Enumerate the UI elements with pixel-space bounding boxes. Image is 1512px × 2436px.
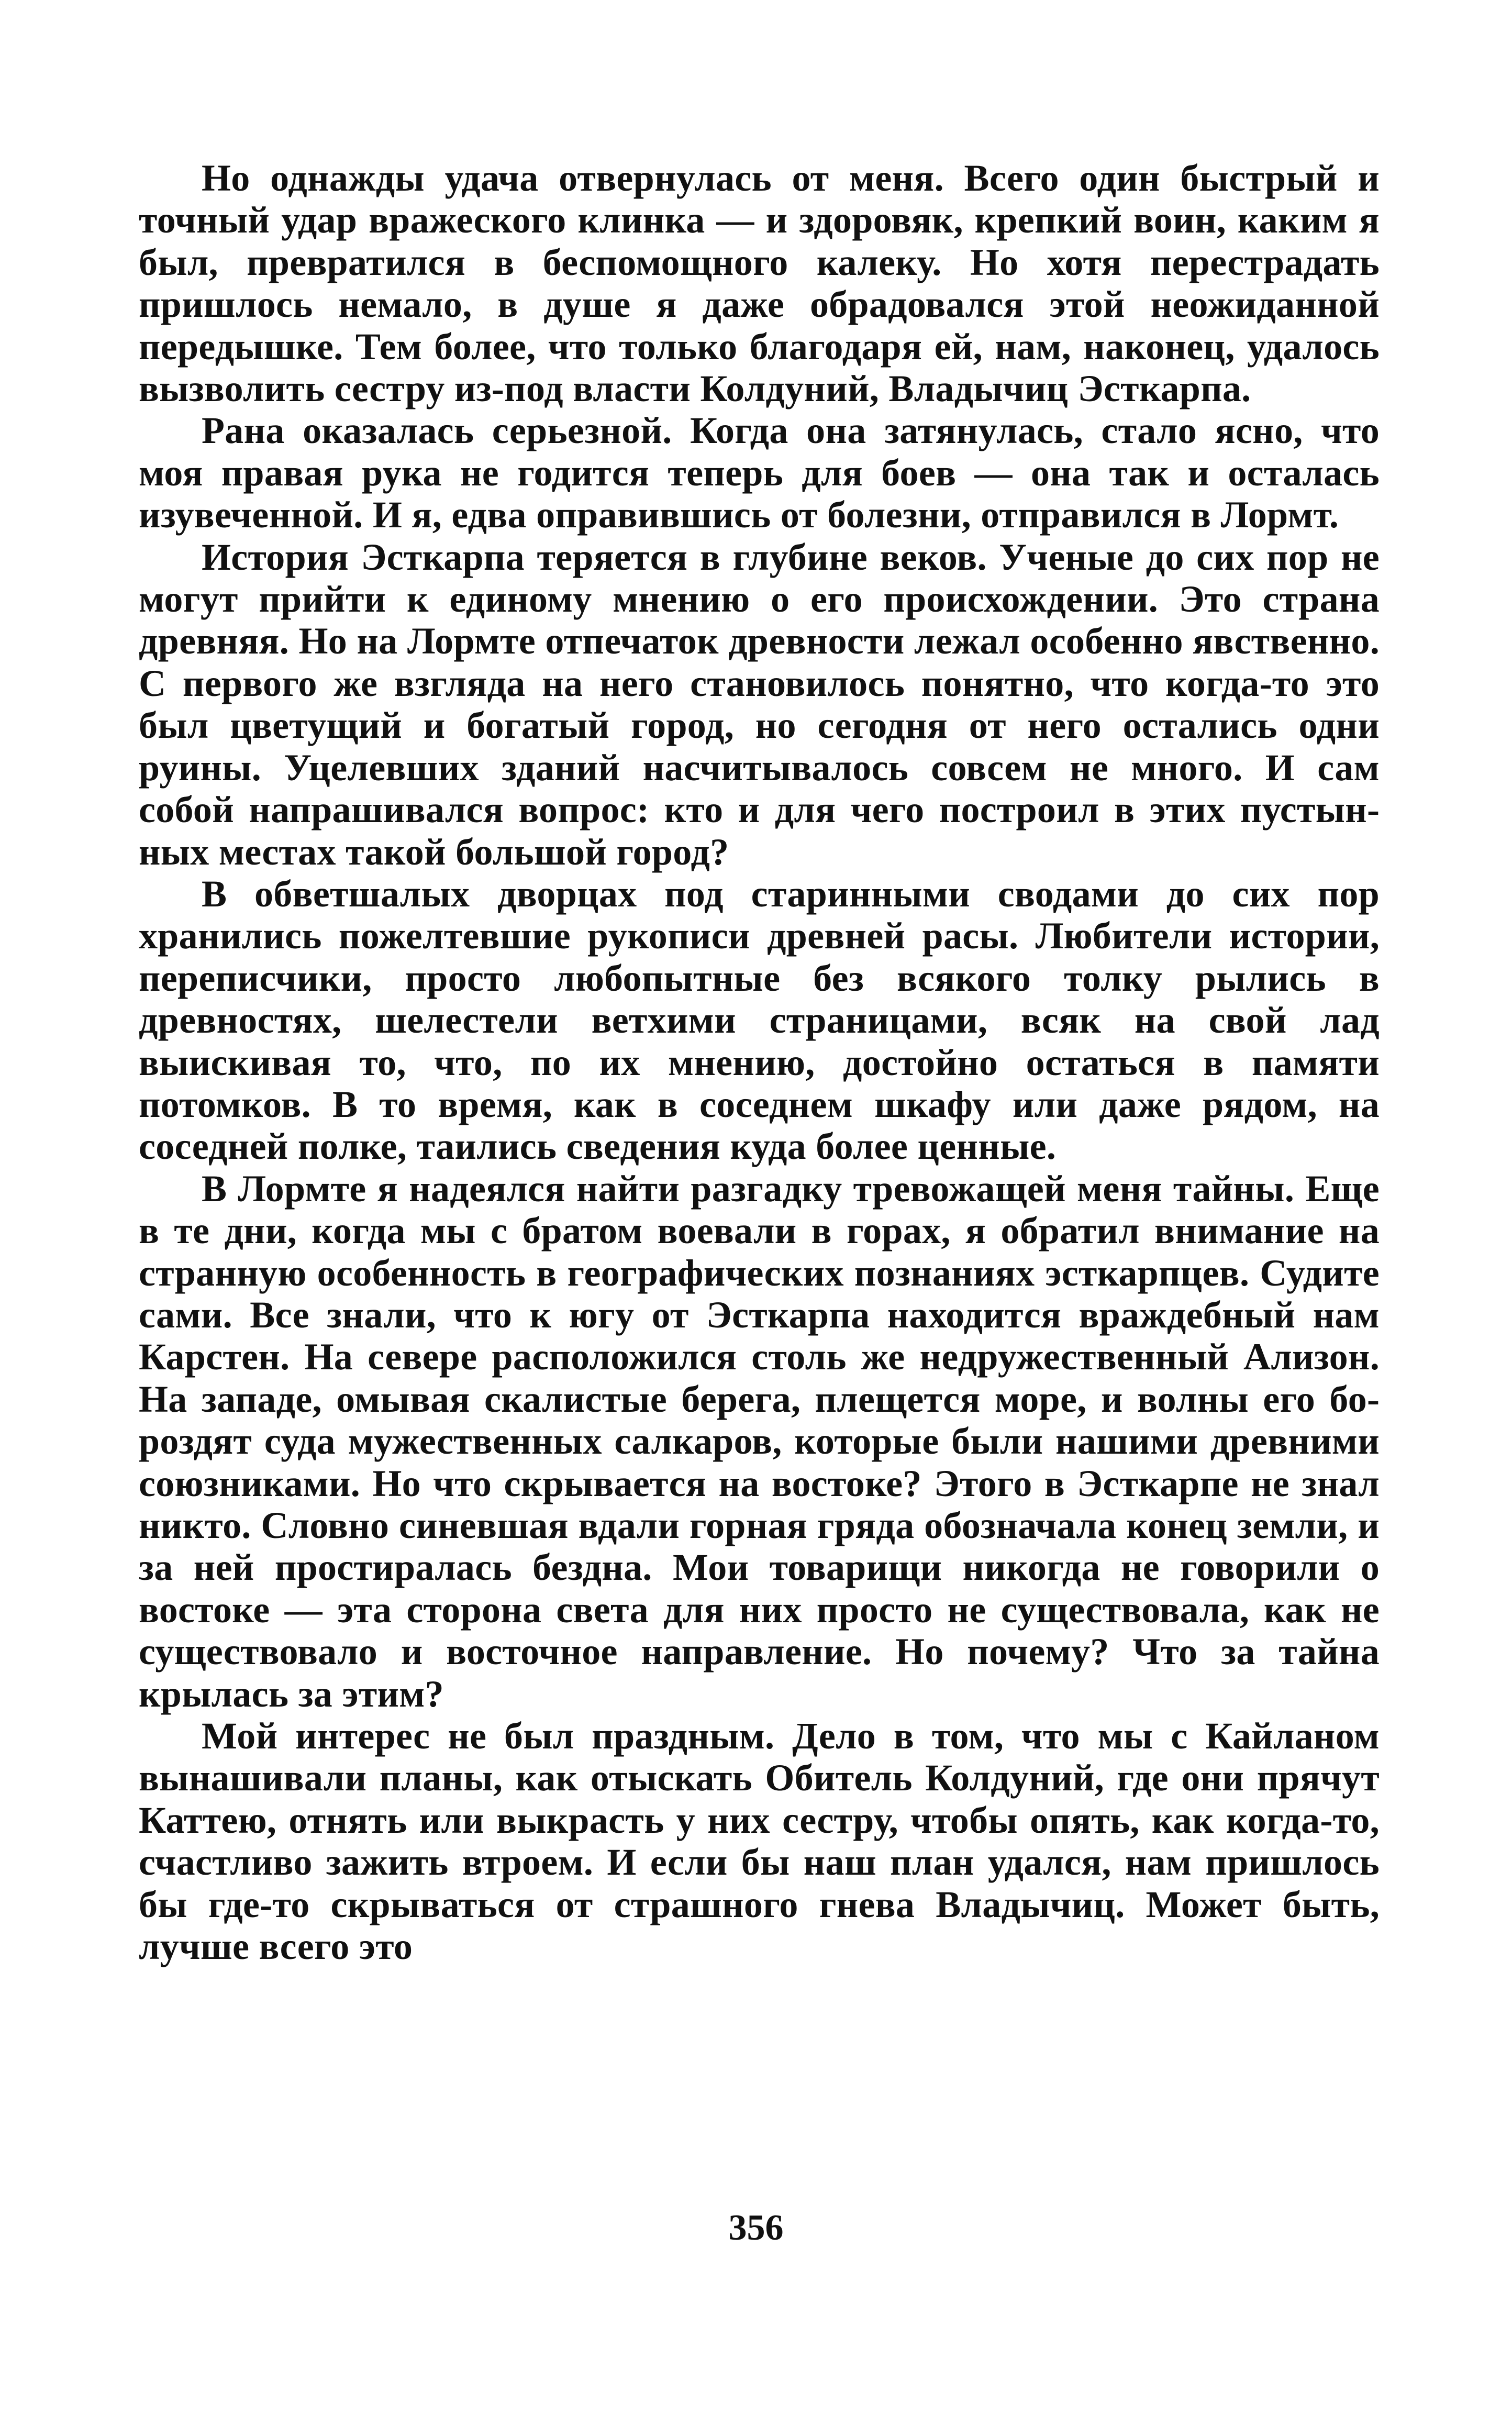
paragraph-1: Но однажды удача отвернулась от меня. Всего один быстрый и точный удар вражеского клинка — и здоровяк, крепкий воин, каким я был, превратился в беспомощного калеку. Но хотя перестрадать пришлось немало, в душе я даже обрадовался этой неожиданной передышке. Тем более, что только благодаря ей, нам, наконец, удалось вызволить сестру из-под власти Колдуний, Владычиц Эсткарпа. <box>139 157 1380 410</box>
paragraph-2: Рана оказалась серьезной. Когда она затянулась, стало ясно, что моя правая рука не годится теперь для боев — она так и осталась изувеченной. И я, едва оправившись от болезни, отправился в Лормт. <box>139 409 1380 536</box>
paragraph-3: История Эсткарпа теряется в глубине веков. Ученые до сих пор не могут прийти к единому мнению о его происхождении. Это страна древняя. Но на Лормте отпечаток древности лежал особенно явственно. С первого же взгляда на него становилось понятно, что когда-то это был цветущий и богатый город, но сегодня от него остались одни руины. Уцелевших зданий насчитывалось совсем не много. И сам собой напрашивался вопрос: кто и для чего построил в этих пустынных местах такой большой город? <box>139 536 1380 873</box>
paragraph-6: Мой интерес не был праздным. Дело в том, что мы с Кайланом вынашивали планы, как отыскать Обитель Колдуний, где они прячут Каттею, отнять или выкрасть у них сестру, чтобы опять, как когда-то, счастливо зажить втроем. И если бы наш план удался, нам пришлось бы где-то скрываться от страшного гнева Владычиц. Может быть, лучше всего это <box>139 1715 1380 1968</box>
paragraph-5: В Лормте я надеялся найти разгадку тревожащей меня тайны. Еще в те дни, когда мы с братом воевали в горах, я обратил внимание на странную особенность в географических познаниях эсткарпцев. Судите сами. Все знали, что к югу от Эсткарпа находится враждебный нам Карстен. На севере расположился столь же недружественный Ализон. На западе, омывая скалистые берега, плещется море, и волны его бороздят суда мужественных салкаров, которые были нашими древними союзниками. Но что скрывается на востоке? Этого в Эсткарпе не знал никто. Словно синевшая вдали горная гряда обозначала конец земли, и за ней простиралась бездна. Мои товарищи никогда не говорили о востоке — эта сторона света для них просто не существовала, как не существовало и восточное направление. Но почему? Что за тайна крылась за этим? <box>139 1167 1380 1715</box>
page-number: 356 <box>728 2208 784 2248</box>
paragraph-4: В обветшалых дворцах под старинными сводами до сих пор хранились пожелтевшие рукописи древней расы. Любители истории, переписчики, просто любопытные без всякого толку рылись в древностях, шелестели ветхими страницами, всяк на свой лад выискивая то, что, по их мнению, достойно остаться в памяти потомков. В то время, как в соседнем шкафу или даже рядом, на соседней полке, таились сведения куда более ценные. <box>139 872 1380 1168</box>
text-body <box>139 157 1380 1967</box>
